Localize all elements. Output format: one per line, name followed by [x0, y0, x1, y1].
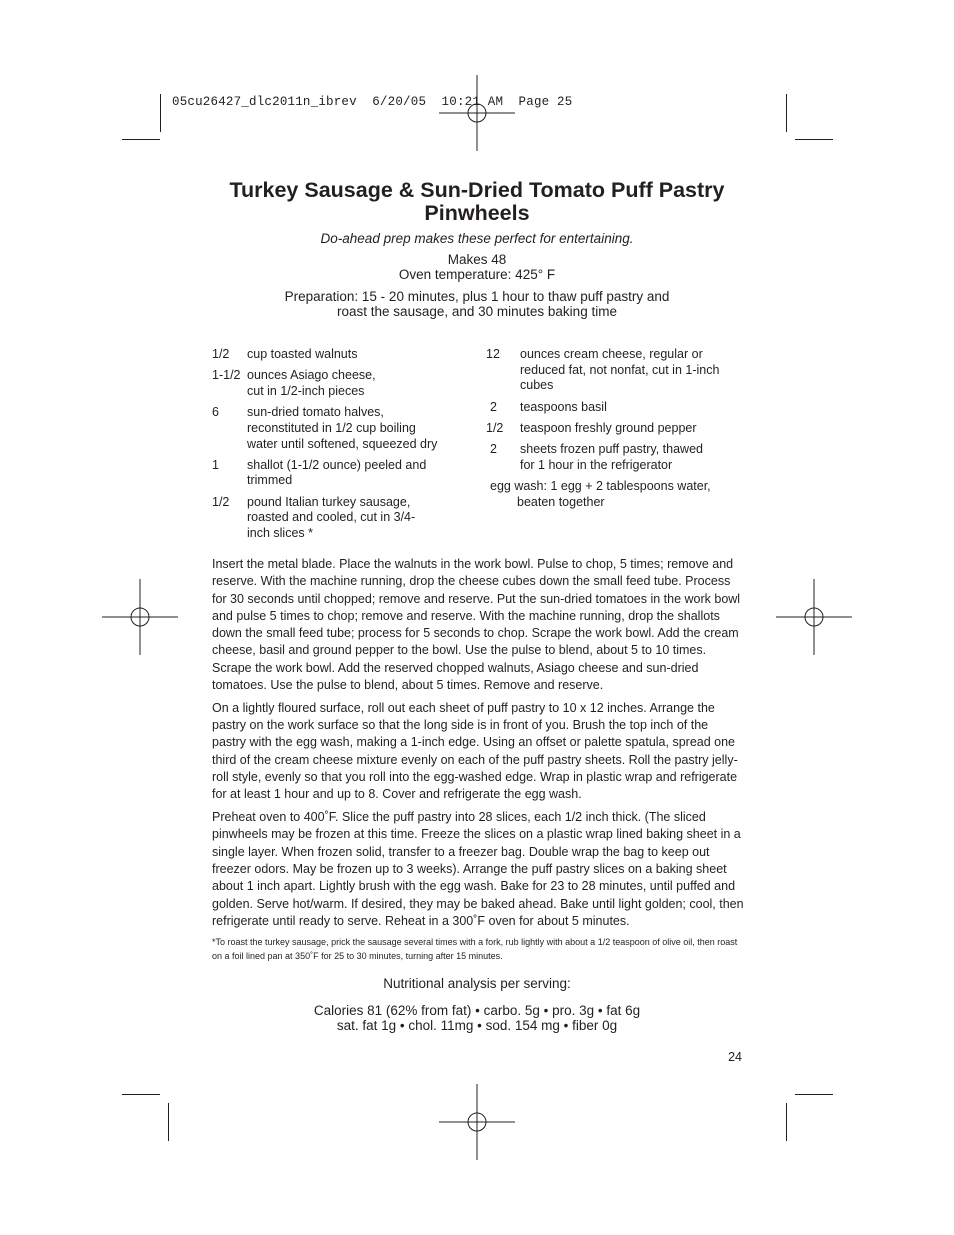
recipe-title: Turkey Sausage & Sun-Dried Tomato Puff Pastry Pinwheels: [229, 178, 725, 225]
recipe-instructions: [212, 556, 744, 963]
ingredient-description: ounces Asiago cheese, cut in 1/2-inch pieces: [247, 368, 376, 398]
registration-mark-top: [439, 75, 515, 151]
crop-mark-bottom-right-vertical: [786, 1103, 787, 1141]
instruction-paragraph: Insert the metal blade. Place the walnuts in the work bowl. Pulse to chop, 5 times; remove and reserve. With the machine running, drop the cheese cubes down the small feed tube. Process for 30 seconds until chopped; remove and reserve. Put the sun-dried tomatoes in the work bowl and pulse 5 times to chop; remove and reserve. With the machine running, drop the shallots down the small feed tube; process for 5 seconds to chop. Scrape the work bowl. Add the cream cheese, basil and ground pepper to the bowl. Use the pulse to blend, about 5 to 10 times. Scrape the work bowl. Add the reserved chopped walnuts, Asiago cheese and sun-dried tomatoes. Use the pulse to blend, about 5 times. Remove and reserve.: [212, 557, 741, 693]
ingredient-description: teaspoons basil: [520, 399, 607, 414]
crop-mark-top-left-horizontal: [122, 139, 160, 140]
egg-wash-ingredient: [486, 479, 746, 510]
ingredient-quantity: 6: [212, 405, 219, 420]
egg-wash-line-2: beaten together: [517, 494, 605, 509]
instruction-paragraph: Preheat oven to 400˚F. Slice the puff pastry into 28 slices, each 1/2 inch thick. (The sliced pinwheels may be frozen at this time. Freeze the slices on a plastic wrap lined baking sheet in a single layer. When frozen solid, transfer to a freezer bag. Double wrap the bag to keep out freezer odors. May be frozen up to 3 weeks). Arrange the puff pastry slices on a baking sheet about 1 inch apart. Lightly brush with the egg wash. Bake for 23 to 28 minutes, until puffed and golden. Serve hot/warm. If desired, they may be baked ahead. Bake until light golden; cool, then refrigerate until ready to serve. Reheat in a 300˚F oven for about 5 minutes.: [212, 810, 744, 928]
ingredient-description: ounces cream cheese, regular or reduced fat, not nonfat, cut in 1-inch cubes: [520, 347, 720, 393]
print-slug: 05cu26427_dlc2011n_ibrev 6/20/05 10:21 AM Page 25: [172, 95, 573, 109]
instruction-paragraph: On a lightly floured surface, roll out each sheet of puff pastry to 10 x 12 inches. Arrange the pastry on the work surface so that the long side is in front of you. Brush the top inch of the pastry with the egg wash, making a 1-inch edge. Using an offset or palette spatula, spread one third of the cream cheese mixture evenly on each of the puff pastry sheets. Roll the pastry jelly-roll style, evenly so that you roll into the egg-washed edge. Wrap in plastic wrap and refrigerate for at least 1 hour and up to 8. Cover and refrigerate the egg wash.: [212, 700, 738, 802]
ingredient-quantity: 12: [486, 347, 500, 361]
ingredients-right-column: [486, 347, 746, 510]
footnote: *To roast the turkey sausage, prick the sausage several times with a fork, rub lightly with about a 1/2 teaspoon of olive oil, then roast on a foil lined pan at 350˚F for 25 to 30 minutes, turning after 15 minutes.: [212, 936, 738, 961]
ingredient-description: sheets frozen puff pastry, thawed for 1 hour in the refrigerator: [520, 442, 703, 472]
ingredient-item: [486, 347, 746, 394]
ingredient-description: pound Italian turkey sausage, roasted and cooled, cut in 3/4-inch slices *: [247, 494, 416, 541]
registration-mark-left: [102, 579, 178, 655]
page-number: 24: [728, 1050, 742, 1064]
egg-wash-line-1: egg wash: 1 egg + 2 tablespoons water,: [490, 478, 711, 493]
crop-mark-top-left-vertical: [160, 94, 161, 132]
ingredient-item: [486, 400, 746, 416]
ingredient-item: [212, 347, 447, 363]
ingredient-quantity: 2: [490, 399, 497, 414]
ingredient-quantity: 1/2: [212, 494, 230, 509]
ingredient-quantity: 1-1/2: [212, 368, 241, 383]
ingredient-item: [212, 495, 447, 542]
registration-mark-right: [776, 579, 852, 655]
ingredient-quantity: 1: [212, 457, 219, 472]
ingredient-description: cup toasted walnuts: [247, 347, 358, 361]
crop-mark-top-right-vertical: [786, 94, 787, 132]
nutrition-line-2: sat. fat 1g • chol. 11mg • sod. 154 mg • fiber 0g: [336, 1018, 618, 1033]
ingredient-description: sun-dried tomato halves, reconstituted in 1/2 cup boiling water until softened, squeezed dry: [247, 405, 438, 451]
crop-mark-bottom-left-horizontal: [122, 1094, 160, 1095]
recipe-yield: Makes 48: [447, 252, 507, 267]
nutrition-heading: Nutritional analysis per serving:: [383, 976, 571, 991]
ingredient-item: [486, 442, 746, 473]
crop-mark-bottom-left-vertical: [168, 1103, 169, 1141]
registration-mark-bottom: [439, 1084, 515, 1160]
ingredient-quantity: 1/2: [212, 347, 230, 361]
nutrition-line-1: Calories 81 (62% from fat) • carbo. 5g • pro. 3g • fat 6g: [313, 1003, 641, 1018]
ingredient-description: shallot (1-1/2 ounce) peeled and trimmed: [247, 457, 427, 488]
crop-mark-bottom-right-horizontal: [795, 1094, 833, 1095]
ingredient-item: [212, 405, 447, 452]
ingredient-item: [212, 458, 447, 489]
ingredient-item: [486, 421, 746, 437]
oven-temperature: Oven temperature: 425° F: [398, 267, 556, 282]
preparation-time-line-2: roast the sausage, and 30 minutes baking time: [337, 304, 617, 319]
ingredients-left-column: [212, 347, 447, 547]
preparation-time-line-1: Preparation: 15 - 20 minutes, plus 1 hour to thaw puff pastry and: [284, 289, 670, 304]
ingredient-item: [212, 368, 447, 399]
crop-mark-top-right-horizontal: [795, 139, 833, 140]
ingredient-description: teaspoon freshly ground pepper: [520, 420, 697, 435]
ingredient-quantity: 1/2: [486, 420, 504, 435]
recipe-subtitle: Do-ahead prep makes these perfect for entertaining.: [320, 231, 634, 246]
ingredient-quantity: 2: [490, 442, 497, 457]
